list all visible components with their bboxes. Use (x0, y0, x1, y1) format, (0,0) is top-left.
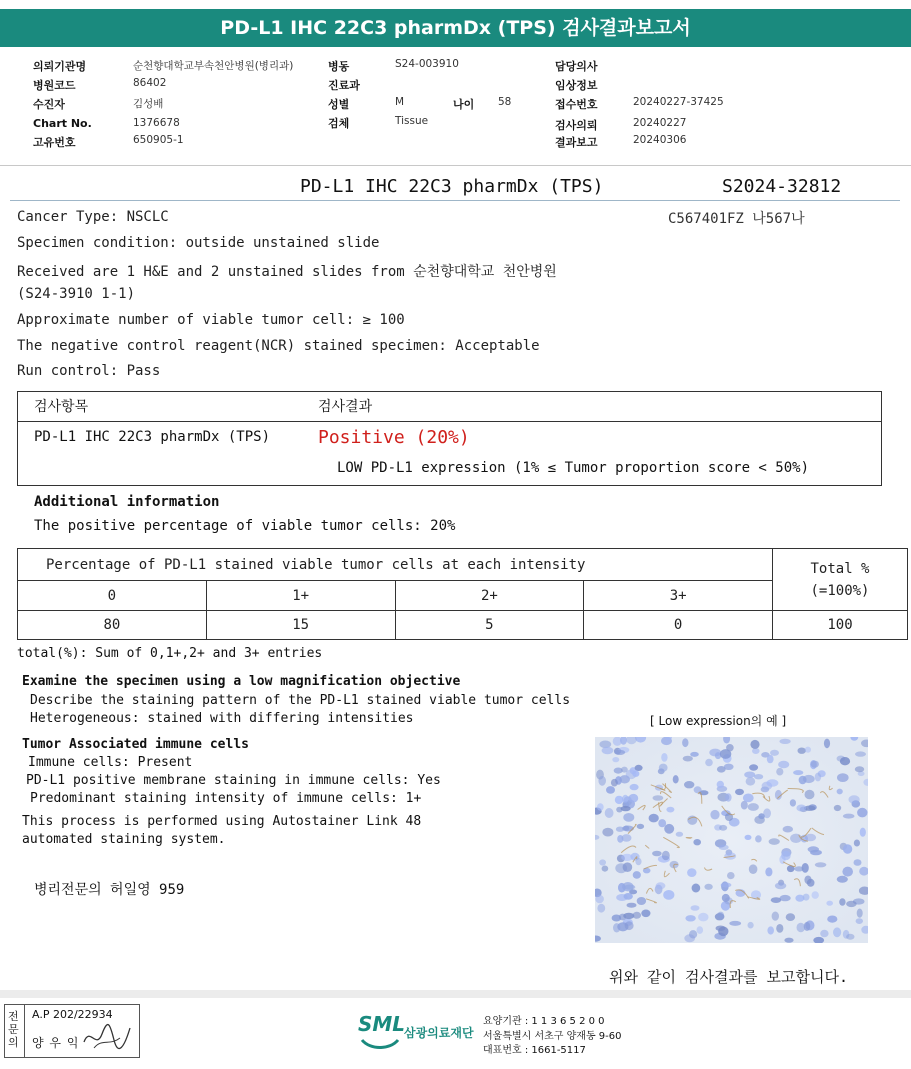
cell-nucleus (744, 772, 755, 778)
header-label: 임상정보 (555, 79, 598, 92)
cell-nucleus (805, 790, 815, 800)
cell-nucleus (729, 921, 741, 926)
cell-nucleus (615, 796, 624, 804)
cell-nucleus (805, 747, 811, 753)
header-label: 접수번호 (555, 98, 598, 111)
cell-nucleus (691, 905, 700, 911)
cell-nucleus (820, 930, 828, 938)
result-note: LOW PD-L1 expression (1% ≤ Tumor proportion score < 50%) (337, 460, 810, 476)
cell-nucleus (784, 938, 793, 943)
table-note: total(%): Sum of 0,1+,2+ and 3+ entries (17, 646, 323, 661)
cell-nucleus (719, 845, 729, 850)
address-line: 서울특별시 서초구 양재동 9-60 (483, 1031, 622, 1042)
header-value: 김성배 (133, 98, 164, 110)
cell-nucleus (754, 774, 763, 779)
header-value: 20240227-37425 (633, 96, 724, 108)
specimen-condition: Specimen condition: outside unstained slide (17, 235, 380, 251)
title-underline (10, 200, 900, 201)
cell-nucleus (606, 786, 615, 794)
cell-nucleus (622, 795, 628, 803)
immune-line: PD-L1 positive membrane staining in immune cells: Yes (26, 773, 441, 788)
cell-nucleus (840, 757, 850, 765)
cell-nucleus (786, 913, 795, 921)
header-value: 순천향대학교부속천안병원(병리과) (133, 60, 294, 72)
cell-nucleus (763, 808, 771, 818)
cell-nucleus (837, 773, 849, 782)
age-value: 58 (498, 96, 512, 108)
cell-nucleus (766, 779, 778, 786)
cell-nucleus (611, 779, 618, 787)
cell-nucleus (746, 777, 756, 785)
cell-nucleus (693, 839, 701, 845)
cell-nucleus (857, 909, 863, 918)
cell-nucleus (755, 835, 762, 842)
cell-nucleus (842, 867, 853, 877)
cell-nucleus (662, 851, 670, 861)
cell-nucleus (676, 832, 683, 837)
org-name: 삼광의료재단 (404, 1026, 474, 1040)
cell-nucleus (641, 910, 650, 918)
cell-nucleus (602, 828, 613, 837)
address-line: 요양기관 : 1 1 3 6 5 2 0 0 (483, 1016, 605, 1027)
cell-nucleus (812, 891, 819, 899)
cell-nucleus (595, 895, 604, 904)
intensity-1-label: 1+ (206, 581, 395, 611)
header-label: Chart No. (33, 117, 92, 130)
cell-nucleus (808, 846, 819, 852)
cell-nucleus (776, 768, 783, 776)
cell-nucleus (811, 761, 819, 768)
cell-nucleus (710, 810, 719, 820)
cell-nucleus (779, 739, 790, 744)
header-divider (0, 165, 911, 166)
cell-nucleus (749, 864, 758, 874)
header-label: 병동 (328, 60, 350, 73)
cell-nucleus (790, 799, 796, 806)
cell-nucleus (722, 894, 730, 902)
low-mag-title: Examine the specimen using a low magnification objective (22, 674, 461, 689)
cell-nucleus (623, 862, 633, 872)
cell-nucleus (796, 805, 806, 812)
cell-nucleus (684, 781, 694, 788)
cell-nucleus (621, 806, 631, 811)
cell-nucleus (683, 756, 693, 762)
cell-nucleus (597, 904, 605, 913)
cell-nucleus (717, 781, 724, 788)
cell-nucleus (664, 824, 674, 834)
cell-nucleus (772, 912, 779, 921)
received-slides: Received are 1 H&E and 2 unstained slides from 순천향대학교 천안병원 (17, 264, 557, 280)
immune-line: Predominant staining intensity of immune cells: 1+ (30, 791, 422, 806)
cell-nucleus (598, 776, 606, 786)
header-value: M (395, 96, 405, 108)
additional-title: Additional information (34, 494, 220, 510)
image-caption: [ Low expression의 예 ] (650, 714, 787, 728)
header-value: 20240306 (633, 134, 687, 146)
immune-line: Immune cells: Present (28, 755, 193, 770)
low-mag-line: Heterogeneous: stained with differing intensities (30, 711, 414, 726)
header-label: 결과보고 (555, 136, 598, 149)
cell-nucleus (857, 808, 867, 818)
handwritten-signature (80, 1020, 136, 1054)
cell-nucleus (735, 789, 744, 795)
cell-nucleus (802, 863, 809, 873)
cell-nucleus (704, 884, 712, 890)
total-header-line2: (=100%) (810, 582, 870, 599)
cell-nucleus (748, 803, 759, 811)
header-label: 의뢰기관명 (33, 60, 87, 73)
header-value: 650905-1 (133, 134, 184, 146)
header-label: 병원코드 (33, 79, 76, 92)
immune-title: Tumor Associated immune cells (22, 737, 249, 752)
cell-nucleus (843, 844, 852, 854)
test-name-heading: PD-L1 IHC 22C3 pharmDx (TPS) (300, 176, 604, 197)
cell-nucleus (824, 739, 830, 749)
cell-nucleus (692, 884, 701, 893)
process-line: automated staining system. (22, 832, 226, 847)
cell-nucleus (855, 751, 866, 756)
result-box-divider (17, 421, 882, 422)
cell-nucleus (805, 834, 816, 841)
cell-nucleus (602, 747, 614, 754)
run-control: Run control: Pass (17, 363, 161, 379)
cell-nucleus (659, 764, 668, 772)
cell-nucleus (637, 897, 646, 905)
cancer-type: Cancer Type: NSCLC (17, 209, 169, 225)
intensity-2-value: 5 (395, 611, 584, 640)
cell-nucleus (623, 813, 634, 822)
cell-nucleus (652, 851, 662, 857)
cell-nucleus (697, 926, 704, 934)
logo-text: SML (358, 1012, 406, 1036)
header-label: 검사의뢰 (555, 119, 598, 132)
header-value: S24-003910 (395, 58, 459, 70)
cell-nucleus (716, 926, 726, 931)
cell-nucleus (837, 876, 848, 883)
cell-nucleus (724, 764, 734, 770)
intensity-table (17, 548, 908, 640)
cell-nucleus (778, 761, 789, 769)
cell-nucleus (622, 882, 633, 891)
cell-nucleus (656, 882, 666, 889)
low-mag-line: Describe the staining pattern of the PD-L1 stained viable tumor cells (30, 693, 571, 708)
result-col-result: 검사결과 (318, 399, 373, 415)
cell-nucleus (687, 868, 696, 877)
cell-nucleus (628, 794, 638, 803)
intensity-1-value: 15 (206, 611, 395, 640)
total-header-line1: Total % (810, 560, 870, 577)
cell-nucleus (658, 819, 666, 827)
intensity-3-value: 0 (584, 611, 773, 640)
cell-nucleus (804, 876, 811, 885)
cell-nucleus (846, 934, 854, 940)
stamp-license: A.P 202/22934 (32, 1008, 113, 1021)
cell-nucleus (685, 915, 695, 921)
header-label: 성별 (328, 98, 350, 111)
cell-nucleus (721, 883, 732, 888)
cell-nucleus (803, 894, 810, 901)
cell-nucleus (769, 838, 780, 845)
cell-nucleus (666, 807, 674, 813)
header-label: 고유번호 (33, 136, 76, 149)
header-label: 수진자 (33, 98, 65, 111)
cell-nucleus (689, 930, 697, 938)
cell-nucleus (790, 834, 802, 843)
age-label: 나이 (453, 98, 475, 111)
cell-nucleus (663, 890, 674, 900)
cell-nucleus (749, 764, 758, 770)
cell-nucleus (705, 759, 713, 767)
cell-nucleus (605, 808, 614, 818)
cell-nucleus (804, 922, 811, 931)
cell-nucleus (776, 924, 783, 933)
cell-nucleus (649, 814, 659, 823)
cell-nucleus (793, 770, 803, 775)
result-item: PD-L1 IHC 22C3 pharmDx (TPS) (34, 429, 271, 445)
stamp-name: 양 우 익 (32, 1036, 80, 1050)
cell-nucleus (630, 784, 639, 790)
header-value: 1376678 (133, 117, 180, 129)
additional-text: The positive percentage of viable tumor cells: 20% (34, 518, 456, 534)
cell-nucleus (709, 749, 721, 757)
cell-nucleus (798, 748, 806, 754)
cell-nucleus (767, 926, 774, 934)
cell-nucleus (661, 753, 667, 762)
stamp-side-label: 전문의 (8, 1010, 19, 1049)
cell-nucleus (719, 825, 727, 831)
specimen-code: C567401FZ 나567나 (668, 211, 805, 227)
result-col-item: 검사항목 (34, 399, 89, 415)
cell-nucleus (616, 827, 624, 832)
cell-nucleus (771, 897, 782, 903)
cell-nucleus (839, 898, 845, 905)
cell-nucleus (834, 805, 841, 811)
cell-nucleus (854, 840, 860, 847)
cell-nucleus (633, 871, 641, 879)
cell-nucleus (846, 901, 857, 907)
header-value: Tissue (395, 115, 429, 127)
cell-nucleus (622, 834, 632, 842)
cell-nucleus (690, 752, 699, 757)
total-header (773, 549, 908, 611)
cell-nucleus (833, 927, 841, 937)
cell-nucleus (815, 862, 827, 867)
cell-nucleus (687, 816, 697, 825)
cell-nucleus (765, 867, 772, 876)
result-positive: Positive (20%) (318, 427, 470, 448)
cell-nucleus (624, 893, 633, 900)
cell-nucleus (682, 738, 688, 747)
ncr-status: The negative control reagent(NCR) stained specimen: Acceptable (17, 338, 540, 354)
cell-nucleus (623, 826, 629, 831)
header-label: 담당의사 (555, 60, 598, 73)
cell-nucleus (727, 872, 735, 879)
cell-nucleus (856, 918, 863, 924)
cell-nucleus (827, 916, 837, 923)
cell-nucleus (673, 775, 679, 783)
viable-tumor-count: Approximate number of viable tumor cell: ≥ 100 (17, 312, 405, 328)
cell-nucleus (621, 854, 633, 861)
cell-nucleus (625, 921, 634, 930)
cell-nucleus (815, 773, 821, 782)
cell-nucleus (849, 795, 860, 803)
cell-nucleus (599, 741, 611, 749)
closing-statement: 위와 같이 검사결과를 보고합니다. (609, 968, 848, 986)
cell-nucleus (614, 750, 625, 755)
header-value: 86402 (133, 77, 167, 89)
cell-nucleus (826, 901, 833, 906)
cell-nucleus (725, 793, 731, 801)
cell-nucleus (860, 828, 866, 837)
cell-nucleus (843, 814, 855, 819)
cell-nucleus (775, 882, 786, 889)
cell-nucleus (770, 750, 779, 756)
cell-nucleus (745, 835, 752, 840)
cell-nucleus (720, 749, 731, 759)
report-title: PD-L1 IHC 22C3 pharmDx (TPS) 검사결과보고서 (0, 9, 911, 47)
footer-divider (0, 990, 911, 998)
cell-nucleus (612, 757, 619, 762)
intensity-3-label: 3+ (584, 581, 773, 611)
cell-nucleus (803, 775, 815, 783)
slide-id: (S24-3910 1-1) (17, 286, 136, 302)
intensity-2-label: 2+ (395, 581, 584, 611)
cell-nucleus (837, 789, 843, 795)
cell-nucleus (781, 851, 791, 860)
cell-nucleus (854, 859, 862, 866)
intensity-0-label: 0 (18, 581, 207, 611)
header-value: 20240227 (633, 117, 687, 129)
cell-nucleus (698, 913, 708, 922)
cell-nucleus (597, 803, 604, 811)
cell-nucleus (748, 922, 754, 929)
header-label: 진료과 (328, 79, 360, 92)
header-label: 검체 (328, 117, 350, 130)
cell-nucleus (752, 748, 760, 754)
cell-nucleus (653, 795, 664, 801)
intensity-0-value: 80 (18, 611, 207, 640)
cell-nucleus (717, 912, 724, 919)
cell-nucleus (635, 765, 643, 771)
microscopy-example-image (595, 737, 868, 943)
cell-nucleus (743, 794, 754, 803)
pathologist: 병리전문의 허일영 959 (34, 882, 185, 898)
cell-nucleus (767, 755, 774, 763)
intensity-header: Percentage of PD-L1 stained viable tumor cells at each intensity (18, 549, 773, 581)
cell-nucleus (627, 903, 637, 908)
cell-nucleus (750, 740, 759, 749)
cell-nucleus (855, 766, 864, 772)
cell-nucleus (637, 824, 644, 829)
cell-nucleus (623, 913, 634, 919)
cell-nucleus (783, 826, 793, 833)
cell-nucleus (602, 866, 609, 872)
address-line: 대표번호 : 1661-5117 (483, 1045, 586, 1056)
report-number: S2024-32812 (722, 176, 842, 197)
process-line: This process is performed using Autostainer Link 48 (22, 814, 422, 829)
cell-nucleus (599, 859, 606, 865)
total-value: 100 (773, 611, 908, 640)
